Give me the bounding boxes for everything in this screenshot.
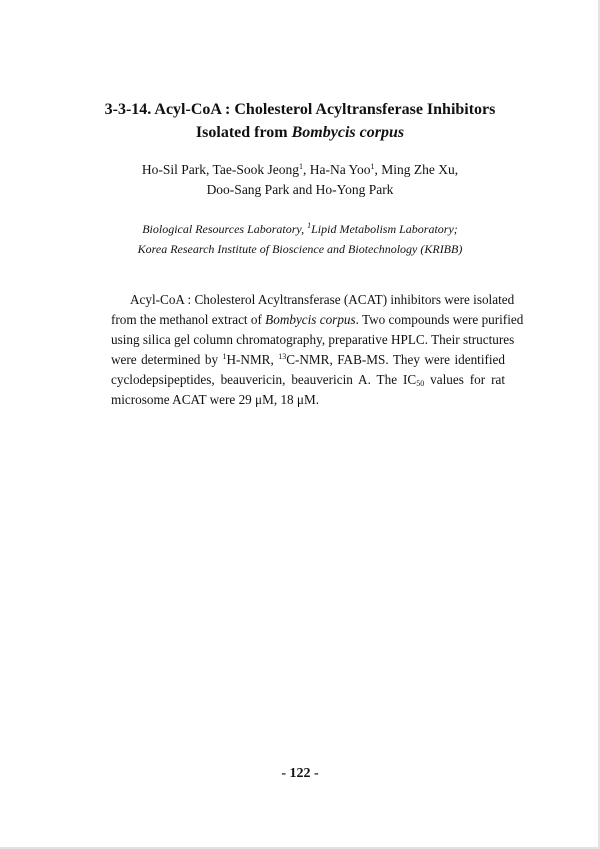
affiliations (0, 219, 600, 259)
abstract-species-name: Bombycis corpus (265, 312, 356, 327)
abstract-line: Acyl-CoA : Cholesterol Acyltransferase (ACAT) inhibitors were isolated (130, 292, 515, 307)
abstract-line (111, 350, 505, 370)
affiliation-text: Lipid Metabolism Laboratory; (311, 222, 458, 236)
page-number: - 122 - (281, 766, 319, 781)
author-text: , Ming Zhe Xu, (374, 162, 459, 177)
abstract-text: were determined by (111, 352, 223, 367)
abstract-text: from the methanol extract of (111, 312, 266, 327)
abstract-text: C-NMR, FAB-MS. They were identified (286, 352, 505, 367)
abstract-line: microsome ACAT were 29 μM, 18 μM. (111, 392, 320, 407)
title-line-2 (0, 123, 600, 143)
affiliation-marker: 1 (307, 221, 312, 230)
author-text: , Ha-Na Yoo (302, 162, 371, 177)
title-species-name: Bombycis corpus (291, 124, 405, 141)
abstract-text: values for rat (424, 372, 505, 387)
affiliation-line-2: Korea Research Institute of Bioscience and Biotechnology (KRIBB) (137, 242, 463, 256)
author-text: Ho-Sil Park, Tae-Sook Jeong (141, 162, 299, 177)
isotope-superscript: 13 (278, 352, 287, 361)
affiliation-marker: 1 (370, 162, 375, 171)
affiliation-marker: 1 (298, 162, 303, 171)
abstract-line: using silica gel column chromatography, preparative HPLC. Their structures (111, 332, 515, 347)
affiliation-line-1 (0, 219, 600, 239)
abstract (111, 290, 524, 410)
authors-line-2: Doo-Sang Park and Ho-Yong Park (206, 182, 394, 197)
title-line-2-text: Isolated from (195, 124, 292, 141)
paper-title (0, 100, 600, 143)
abstract-text: . Two compounds were purified (355, 312, 524, 327)
abstract-line (111, 310, 524, 330)
authors (0, 160, 600, 200)
authors-line-1 (0, 160, 600, 180)
abstract-text: cyclodepsipeptides, beauvericin, beauvericin A. The IC (111, 372, 417, 387)
abstract-line (111, 370, 505, 390)
abstract-text: H-NMR, (226, 352, 279, 367)
isotope-superscript: 1 (222, 352, 227, 361)
title-line-1: 3-3-14. Acyl-CoA : Cholesterol Acyltransferase Inhibitors (104, 101, 496, 118)
ic50-subscript: 50 (416, 379, 425, 388)
affiliation-text: Biological Resources Laboratory, (142, 222, 308, 236)
